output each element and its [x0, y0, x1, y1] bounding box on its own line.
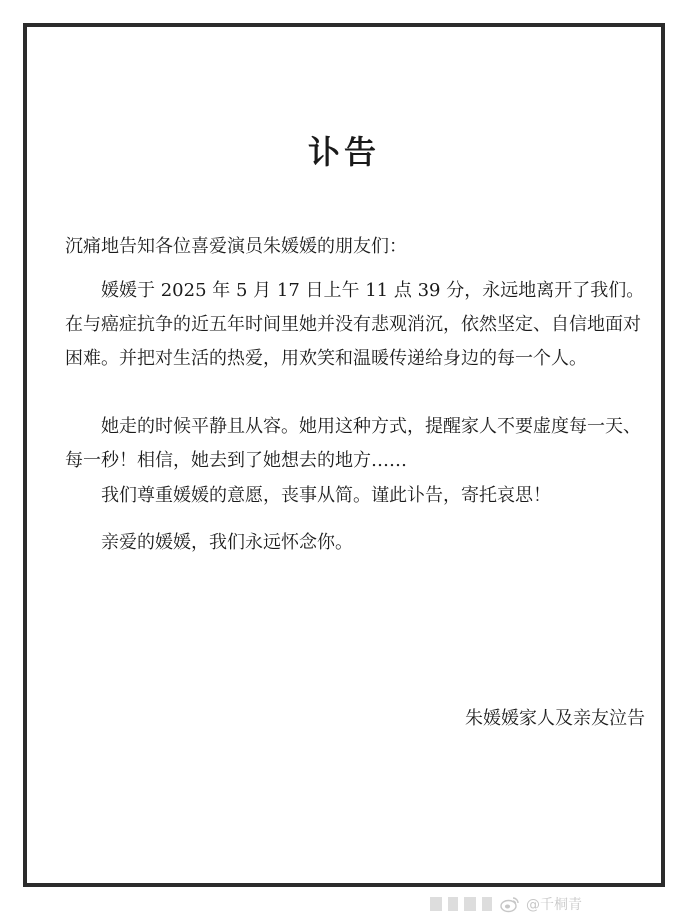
paragraph-3: 我们尊重媛媛的意愿，丧事从简。谨此讣告，寄托哀思！ [101, 485, 551, 506]
watermark-bar [430, 897, 442, 911]
weibo-logo-icon [500, 895, 520, 913]
page-title: 讣告 [307, 133, 380, 171]
watermark-bar [448, 897, 458, 911]
paragraph-4: 亲爱的媛媛，我们永远怀念你。 [101, 532, 353, 553]
obituary-frame [23, 23, 665, 887]
paragraph-1: 媛媛于 2025 年 5 月 17 日上午 11 点 39 分，永远地离开了我们。在与癌症抗争的近五年时间里她并没有悲观消沉，依然坚定、自信地面对困难。并把对生活的热爱，用欢笑和温暖传递给身边的每一个人。 [65, 280, 645, 369]
watermark-text: @千桐青 [526, 897, 582, 913]
watermark-bar [482, 897, 492, 911]
signature: 朱媛媛家人及亲友泣告 [465, 708, 645, 729]
paragraph-2: 她走的时候平静且从容。她用这种方式，提醒家人不要虚度每一天、每一秒！相信，她去到了她想去的地方…… [65, 416, 641, 471]
salutation: 沉痛地告知各位喜爱演员朱媛媛的朋友们： [65, 236, 407, 257]
watermark-bar [464, 897, 476, 911]
weibo-watermark [500, 893, 685, 915]
